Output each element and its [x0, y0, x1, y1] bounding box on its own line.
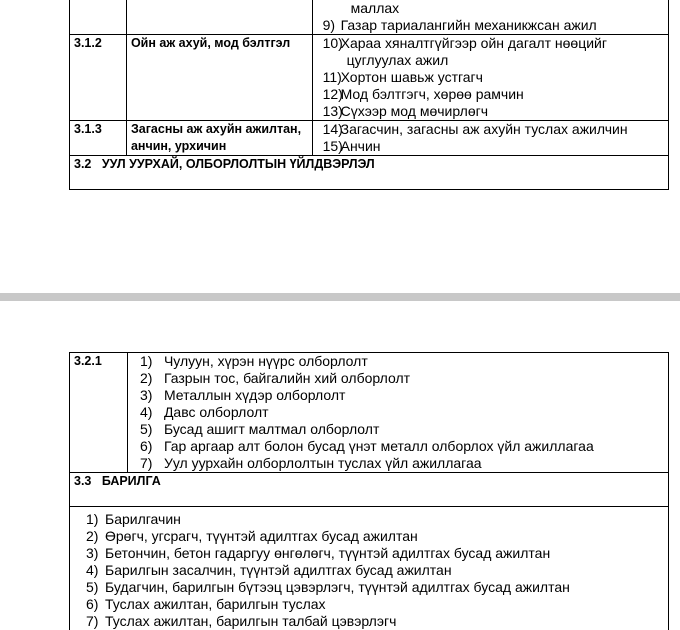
- list-item: 4) Барилгын засалчин, түүнтэй адилтгах бусад ажилтан: [74, 562, 664, 579]
- table-row: [70, 35, 669, 121]
- list-item: 10) Хараа хяналтгүйгээр ойн дагалт нөөцийг цуглуулах ажил: [317, 35, 664, 69]
- category-code: 3.1.3: [70, 121, 127, 156]
- occupation-table-top: [69, 0, 669, 190]
- list-item: 6) Туслах ажилтан, барилгын туслах: [74, 596, 664, 613]
- document-page-top: [0, 0, 680, 293]
- occupation-table-bottom: [69, 352, 669, 630]
- category-code: 3.2.1: [70, 353, 128, 473]
- section-heading: [70, 156, 669, 190]
- empty-category-cell: [126, 0, 312, 35]
- list-item: 14) Загасчин, загасны аж ахуйн туслах ажилчин: [317, 121, 664, 138]
- occupation-list-cell: [312, 0, 668, 35]
- list-item: 13) Сүхээр мод мөчирлөгч: [317, 103, 664, 120]
- list-item: 7) Туслах ажилтан, барилгын талбай цэвэрлэгч: [74, 613, 664, 630]
- section-code: 3.2: [74, 157, 91, 171]
- section-heading: [70, 473, 669, 507]
- table-row: [70, 353, 669, 473]
- list-item: 1) Чулуун, хүрэн нүүрс олборлолт: [132, 353, 664, 370]
- category-code: 3.1.2: [70, 35, 127, 121]
- table-row: [70, 121, 669, 156]
- category-name: Загасны аж ахуйн ажилтан, анчин, урхичин: [126, 121, 312, 156]
- list-item: 9) Газар тариалангийн механикжсан ажил: [317, 17, 664, 34]
- list-item: 3) Бетончин, бетон гадаргуу өнгөлөгч, түүнтэй адилтгах бусад ажилтан: [74, 545, 664, 562]
- list-item: 2) Газрын тос, байгалийн хий олборлолт: [132, 370, 664, 387]
- section-title: БАРИЛГА: [102, 474, 161, 488]
- list-item: 6) Гар аргаар алт болон бусад үнэт металл олборлох үйл ажиллагаа: [132, 438, 664, 455]
- occupation-list-cell: [312, 35, 668, 121]
- list-item: 11) Хортон шавьж устгагч: [317, 69, 664, 86]
- section-header-row: [70, 156, 669, 190]
- list-item: 12) Мод бэлтгэгч, хөрөө рамчин: [317, 86, 664, 103]
- list-item: 5) Будагчин, барилгын бүтээц цэвэрлэгч, түүнтэй адилтгах бусад ажилтан: [74, 579, 664, 596]
- section-code: 3.3: [74, 474, 91, 488]
- list-item: 2) Өрөгч, угсрагч, түүнтэй адилтгах бусад ажилтан: [74, 528, 664, 545]
- section-header-row: [70, 473, 669, 507]
- list-item: 4) Давс олборлолт: [132, 404, 664, 421]
- list-item: 1) Барилгачин: [74, 511, 664, 528]
- category-name: Ойн аж ахуй, мод бэлтгэл: [126, 35, 312, 121]
- table-row: [70, 507, 669, 630]
- list-item: 3) Металлын хүдэр олборлолт: [132, 387, 664, 404]
- occupation-list-cell: [312, 121, 668, 156]
- occupation-list-cell: [127, 353, 668, 473]
- construction-list-cell: [70, 507, 669, 630]
- table-row: [70, 0, 669, 35]
- list-item: 7) Уул уурхайн олборлолтын туслах үйл ажиллагаа: [132, 455, 664, 472]
- list-item: 15) Анчин: [317, 138, 664, 155]
- list-item: маллах: [317, 0, 664, 17]
- page-separator: [0, 293, 680, 301]
- section-title: УУЛ УУРХАЙ, ОЛБОРЛОЛТЫН ҮЙЛДВЭРЛЭЛ: [102, 157, 375, 171]
- empty-code-cell: [70, 0, 127, 35]
- list-item: 5) Бусад ашигт малтмал олборлолт: [132, 421, 664, 438]
